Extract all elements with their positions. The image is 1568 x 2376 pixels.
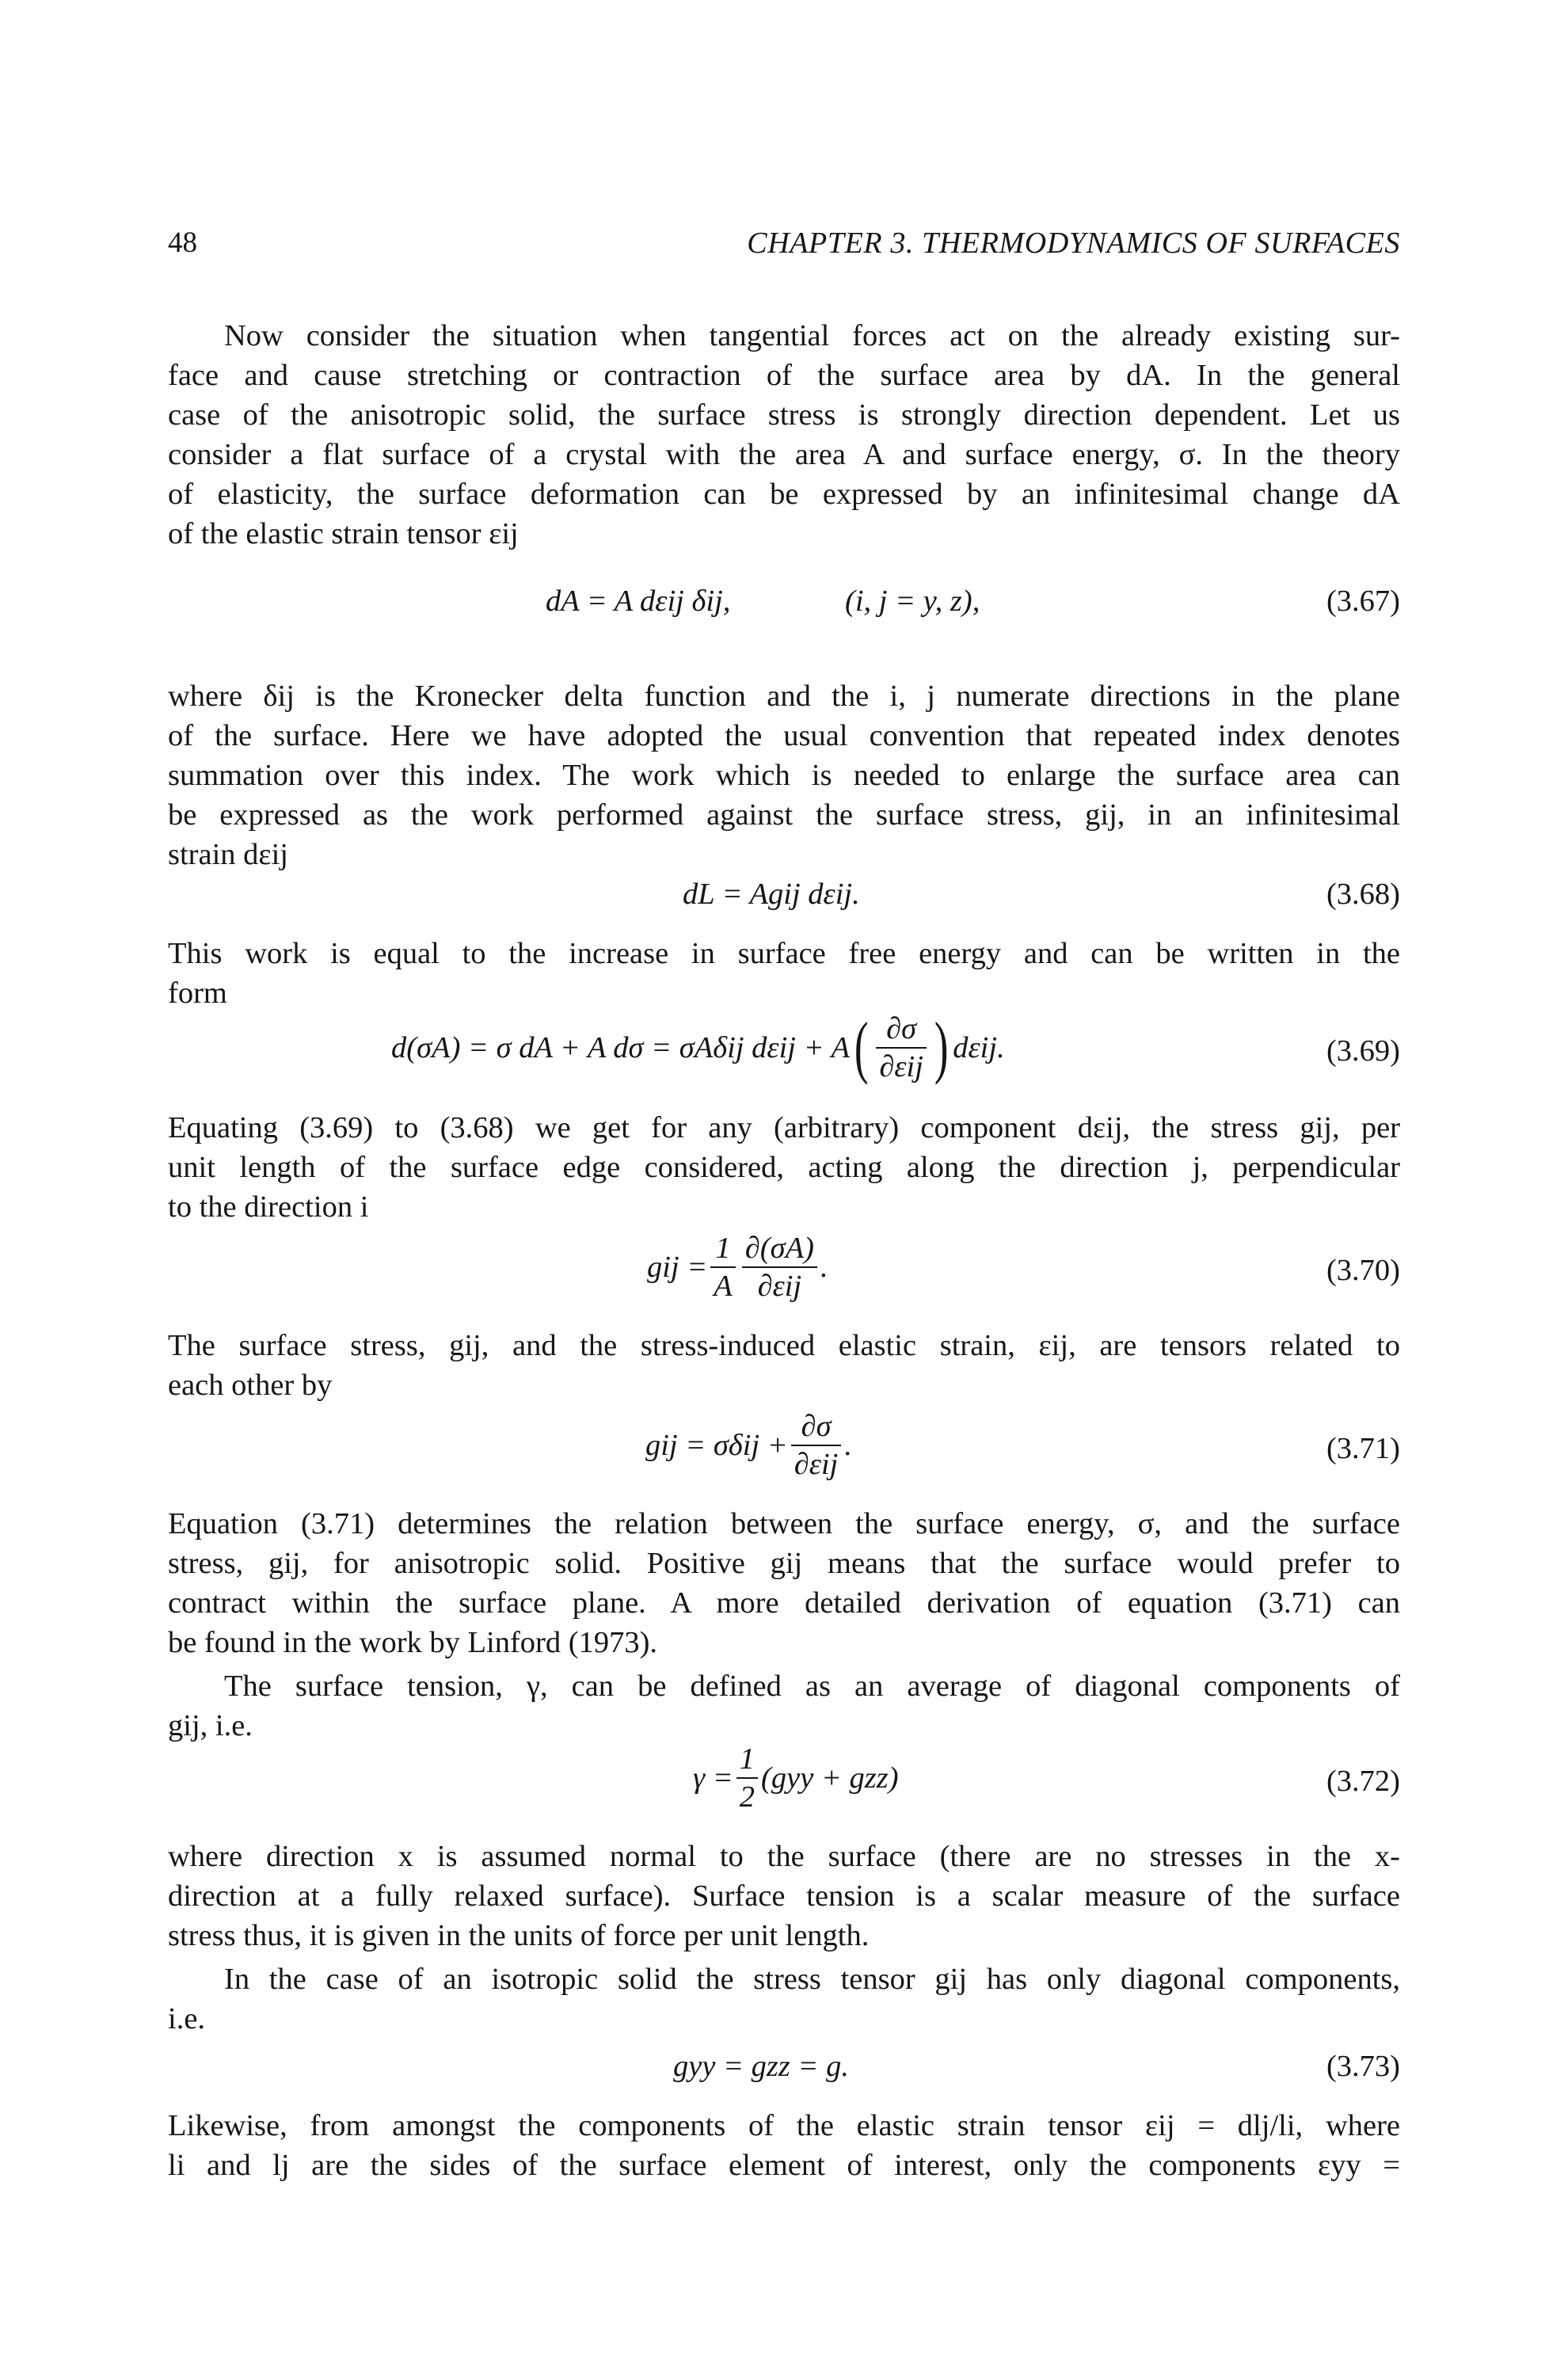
text-line: where δij is the Kronecker delta function and the i, j numerate directions in the plane	[168, 680, 1400, 713]
fraction	[742, 1233, 817, 1302]
text-line: li and lj are the sides of the surface element of interest, only the components εyy =	[168, 2149, 1400, 2182]
right-paren: )	[934, 1009, 949, 1086]
fraction	[710, 1233, 736, 1302]
fraction-numerator: 1	[710, 1233, 736, 1269]
fraction	[791, 1411, 842, 1480]
equation-3-70	[168, 1224, 1400, 1311]
text-line: stress, gij, for anisotropic solid. Positive gij means that the surface would prefer to	[168, 1547, 1400, 1580]
fraction-denominator: A	[714, 1270, 733, 1303]
equation-expression	[391, 1004, 1005, 1091]
equation-number: (3.68)	[1326, 878, 1400, 911]
equation-expression: dL = Agij dεij.	[683, 878, 860, 911]
page-number: 48	[168, 227, 197, 259]
equation-number: (3.73)	[1326, 2050, 1400, 2083]
text-line: The surface tension, γ, can be defined as an average of diagonal components of	[224, 1670, 1400, 1703]
fraction-numerator: ∂(σA)	[742, 1233, 817, 1269]
text-line: gij, i.e.	[168, 1709, 253, 1742]
fraction-numerator: ∂σ	[876, 1014, 927, 1049]
equation-3-72	[168, 1734, 1400, 1822]
equation-number: (3.71)	[1326, 1432, 1400, 1465]
text-line: Likewise, from amongst the components of the elastic strain tensor εij = dlj/li, where	[168, 2109, 1400, 2142]
fraction-denominator: ∂εij	[794, 1448, 839, 1481]
text-line: strain dεij	[168, 838, 288, 871]
equation-3-73	[168, 2051, 1400, 2107]
text-line: Equation (3.71) determines the relation between the surface energy, σ, and the surface	[168, 1507, 1400, 1540]
text-line: i.e.	[168, 2002, 206, 2035]
equation-3-69	[168, 1004, 1400, 1091]
equation-lhs: d(σA) = σ dA + A dσ = σAδij dεij + A	[391, 1030, 851, 1064]
equation-number: (3.67)	[1326, 584, 1400, 618]
equation-expression	[693, 1734, 899, 1822]
equation-tail: dεij.	[953, 1030, 1005, 1064]
text-line: be found in the work by Linford (1973).	[168, 1626, 658, 1659]
text-line: to the direction i	[168, 1190, 369, 1224]
text-line: Now consider the situation when tangential forces act on the already existing sur-	[224, 319, 1400, 352]
equation-number: (3.69)	[1326, 1034, 1400, 1068]
text-line: of the surface. Here we have adopted the usual convention that repeated index denotes	[168, 719, 1400, 752]
fraction	[876, 1011, 927, 1083]
text-line: direction at a fully relaxed surface). Surface tension is a scalar measure of the surface	[168, 1879, 1400, 1913]
equation-expression	[647, 1224, 828, 1311]
text-line: where direction x is assumed normal to the surface (there are no stresses in the x-	[168, 1840, 1400, 1873]
running-head: CHAPTER 3. THERMODYNAMICS OF SURFACES	[747, 227, 1400, 260]
text-line: be expressed as the work performed against the surface stress, gij, in an infinitesimal	[168, 798, 1400, 832]
equation-lhs: γ =	[693, 1761, 733, 1795]
text-line: face and cause stretching or contraction of the surface area by dA. In the general	[168, 359, 1400, 392]
text-line: consider a flat surface of a crystal with the area A and surface energy, σ. In the theory	[168, 438, 1400, 471]
page-header	[168, 226, 1400, 264]
equation-lhs: gij =	[647, 1250, 708, 1284]
text-line: each other by	[168, 1369, 333, 1402]
text-line: contract within the surface plane. A more detailed derivation of equation (3.71) can	[168, 1586, 1400, 1620]
equation-expression: gyy = gzz = g.	[673, 2050, 849, 2083]
equation-3-67	[168, 586, 1400, 642]
text-line: of elasticity, the surface deformation can be expressed by an infinitesimal change dA	[168, 478, 1400, 511]
fraction-numerator: 1	[736, 1744, 758, 1780]
equation-3-71	[168, 1402, 1400, 1489]
text-line: This work is equal to the increase in surface free energy and can be written in the	[168, 937, 1400, 970]
text-line: of the elastic strain tensor εij	[168, 517, 519, 550]
text-line: summation over this index. The work which is needed to enlarge the surface area can	[168, 759, 1400, 792]
text-line: case of the anisotropic solid, the surface stress is strongly direction dependent. Let us	[168, 398, 1400, 432]
fraction-denominator: 2	[739, 1780, 755, 1814]
equation-expression: dA = A dεij δij,	[546, 584, 731, 618]
fraction-denominator: ∂εij	[757, 1270, 802, 1303]
fraction-denominator: ∂εij	[879, 1050, 923, 1083]
fraction-numerator: ∂σ	[791, 1411, 842, 1447]
left-paren: (	[854, 1009, 869, 1086]
text-line: In the case of an isotropic solid the stress tensor gij has only diagonal components,	[224, 1963, 1400, 1996]
equation-tail: .	[844, 1428, 852, 1462]
equation-number: (3.72)	[1326, 1765, 1400, 1798]
equation-expression	[645, 1402, 852, 1489]
equation-number: (3.70)	[1326, 1254, 1400, 1287]
fraction	[736, 1744, 758, 1813]
text-line: stress thus, it is given in the units of force per unit length.	[168, 1919, 870, 1952]
text-line: Equating (3.69) to (3.68) we get for any (arbitrary) component dεij, the stress gij, per	[168, 1111, 1400, 1144]
text-line: unit length of the surface edge considered, acting along the direction j, perpendicular	[168, 1151, 1400, 1184]
equation-tail: (gyy + gzz)	[761, 1761, 899, 1795]
text-line: The surface stress, gij, and the stress-induced elastic strain, εij, are tensors related to	[168, 1329, 1400, 1362]
equation-3-68	[168, 879, 1400, 935]
text-line: form	[168, 977, 227, 1010]
equation-tail: .	[820, 1250, 828, 1284]
equation-condition: (i, j = y, z),	[845, 584, 980, 618]
equation-lhs: gij = σδij +	[645, 1428, 788, 1462]
